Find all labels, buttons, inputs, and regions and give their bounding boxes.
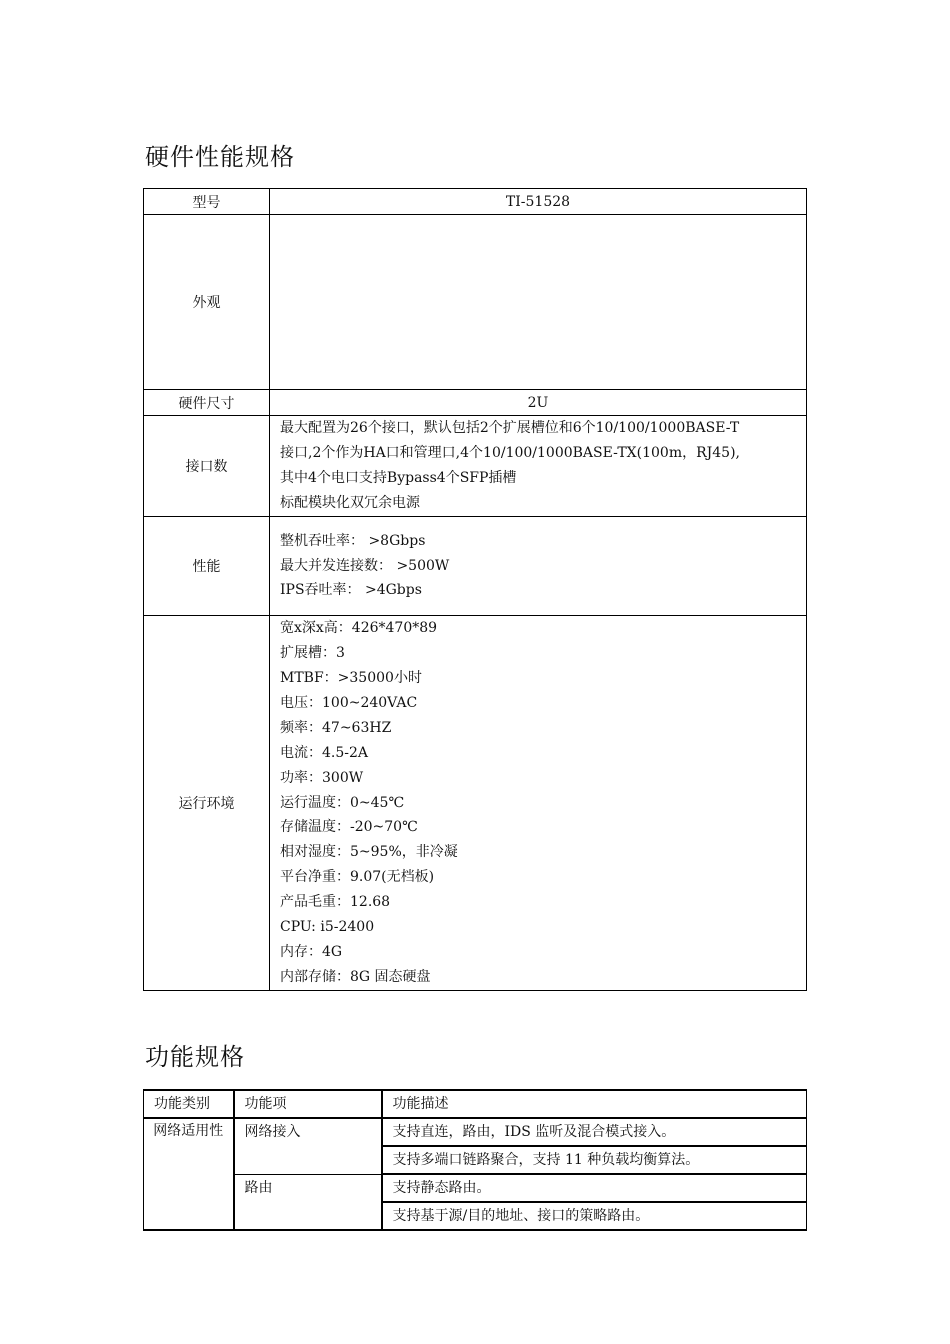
table-row: [144, 616, 807, 991]
environment-line: 产品毛重：12.68: [280, 894, 391, 911]
environment-line: 平台净重：9.07(无档板): [280, 869, 435, 886]
environment-line: 频率：47~63HZ: [280, 719, 392, 736]
category-cell: 网络适用性: [144, 1118, 234, 1230]
hardware-spec-table: [143, 188, 807, 991]
ports-line: 标配模块化双冗余电源: [280, 494, 420, 511]
table-row: [144, 390, 807, 416]
performance-value: [270, 517, 807, 616]
environment-line: 电流：4.5-2A: [280, 744, 369, 761]
environment-line: 功率：300W: [280, 769, 364, 786]
appearance-label: 外观: [144, 215, 270, 390]
environment-line: 运行温度：0~45℃: [280, 794, 405, 811]
function-spec-table: [143, 1089, 807, 1231]
environment-line: 宽x深x高：426*470*89: [280, 620, 438, 637]
performance-line: 最大并发连接数： >500W: [280, 557, 450, 574]
size-value: 2U: [270, 390, 807, 416]
environment-line: 存储温度：-20~70℃: [280, 819, 418, 836]
item-cell: 网络接入: [234, 1118, 382, 1174]
description-cell: 支持多端口链路聚合，支持 11 种负载均衡算法。: [382, 1146, 807, 1174]
environment-line: 内部存储：8G 固态硬盘: [280, 968, 431, 985]
model-value: TI-51528: [270, 189, 807, 215]
appearance-image-cell: [270, 215, 807, 390]
description-cell: 支持基于源/目的地址、接口的策略路由。: [382, 1202, 807, 1230]
ports-line: 最大配置为26个接口，默认包括2个扩展槽位和6个10/100/1000BASE-T: [280, 420, 740, 437]
hardware-spec-heading: 硬件性能规格: [145, 143, 295, 171]
item-cell: 路由: [234, 1174, 382, 1230]
environment-line: 扩展槽：3: [280, 645, 345, 662]
ports-value: [270, 416, 807, 517]
function-spec-heading: 功能规格: [145, 1043, 245, 1071]
size-label: 硬件尺寸: [144, 390, 270, 416]
table-row: [144, 517, 807, 616]
header-category: 功能类别: [144, 1090, 234, 1118]
ports-label: 接口数: [144, 416, 270, 517]
table-row: [144, 215, 807, 390]
description-cell: 支持静态路由。: [382, 1174, 807, 1202]
performance-line: IPS吞吐率： >4Gbps: [280, 582, 422, 599]
environment-line: 内存：4G: [280, 943, 343, 960]
environment-label: 运行环境: [144, 616, 270, 991]
table-row: [144, 1174, 807, 1202]
performance-label: 性能: [144, 517, 270, 616]
environment-line: CPU: i5-2400: [280, 919, 375, 936]
description-cell: 支持直连，路由，IDS 监听及混合模式接入。: [382, 1118, 807, 1146]
table-header-row: [144, 1090, 807, 1118]
environment-line: MTBF：>35000小时: [280, 670, 422, 687]
performance-line: 整机吞吐率： >8Gbps: [280, 532, 426, 549]
ports-line: 接口,2个作为HA口和管理口,4个10/100/1000BASE-TX(100m，RJ45),: [280, 445, 740, 462]
table-row: [144, 189, 807, 215]
table-row: [144, 1118, 807, 1146]
ports-line: 其中4个电口支持Bypass4个SFP插槽: [280, 470, 517, 486]
header-description: 功能描述: [382, 1090, 807, 1118]
environment-line: 电压：100~240VAC: [280, 694, 418, 711]
header-item: 功能项: [234, 1090, 382, 1118]
model-label: 型号: [144, 189, 270, 215]
environment-value: [270, 616, 807, 991]
environment-line: 相对湿度：5~95%，非冷凝: [280, 844, 458, 861]
table-row: [144, 416, 807, 517]
